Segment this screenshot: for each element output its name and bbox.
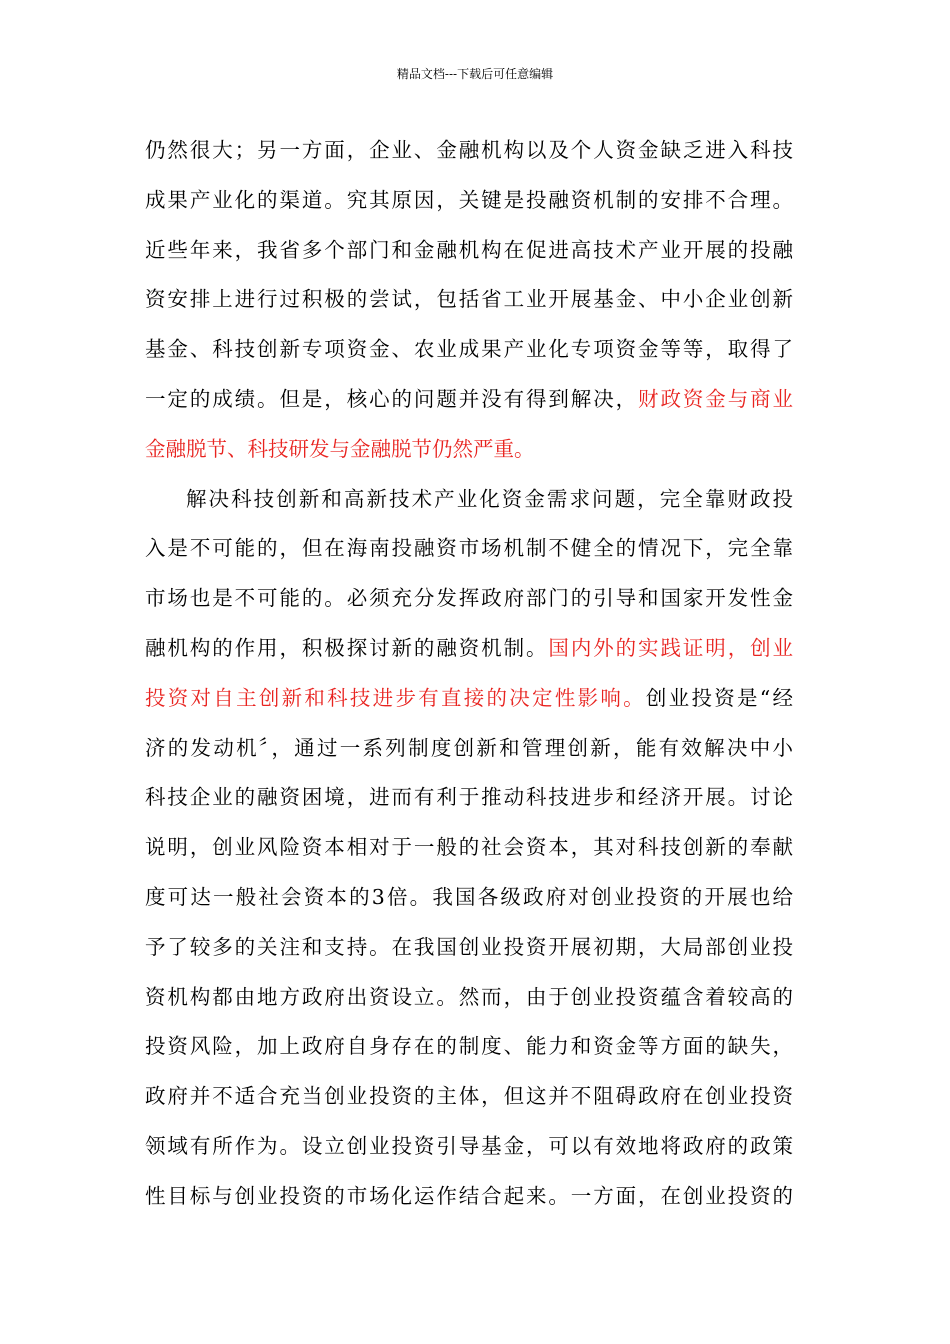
text-line bbox=[145, 624, 793, 674]
body-text-segment: 解决科技创新和高新技术产业化资金需求问题，完全靠财政投 bbox=[186, 486, 793, 511]
page-header: 精品文档---下载后可任意编辑 bbox=[396, 67, 554, 81]
text-line bbox=[145, 1022, 793, 1072]
body-text-segment: 投资风险，加上政府自身存在的制度、能力和资金等方面的缺失， bbox=[145, 1034, 793, 1059]
document-body bbox=[145, 126, 793, 1222]
body-text-segment: 性目标与创业投资的市场化运作结合起来。一方面，在创业投资的 bbox=[145, 1183, 793, 1208]
body-text-segment: 度可达一般社会资本的3倍。我国各级政府对创业投资的开展也给 bbox=[145, 884, 793, 909]
body-text-segment: 成果产业化的渠道。究其原因，关键是投融资机制的安排不合理。 bbox=[145, 187, 793, 212]
text-line bbox=[145, 1122, 793, 1172]
body-text-segment: 科技企业的融资困境，进而有利于推动科技进步和经济开展。讨论 bbox=[145, 785, 793, 810]
text-line bbox=[145, 773, 793, 823]
text-line bbox=[145, 1172, 793, 1222]
body-text-segment: 融机构的作用，积极探讨新的融资机制。 bbox=[145, 635, 549, 660]
body-text-segment: 一定的成绩。但是，核心的问题并没有得到解决， bbox=[145, 386, 639, 411]
text-line bbox=[145, 524, 793, 574]
body-text-segment: 济的发动机〞，通过一系列制度创新和管理创新，能有效解决中小 bbox=[145, 735, 793, 760]
body-text-segment: 创业投资是“经 bbox=[645, 685, 793, 710]
body-text-segment: 入是不可能的，但在海南投融资市场机制不健全的情况下，完全靠 bbox=[145, 536, 793, 561]
body-text-segment: 仍然很大；另一方面，企业、金融机构以及个人资金缺乏进入科技 bbox=[145, 138, 793, 162]
text-line bbox=[145, 275, 793, 325]
highlighted-text: 国内外的实践证明，创业 bbox=[548, 635, 794, 660]
body-text-segment: 近些年来，我省多个部门和金融机构在促进高技术产业开展的投融 bbox=[145, 237, 793, 262]
body-text-segment: 说明，创业风险资本相对于一般的社会资本，其对科技创新的奉献 bbox=[145, 835, 793, 860]
body-text-segment: 政府并不适合充当创业投资的主体，但这并不阻碍政府在创业投资 bbox=[145, 1084, 793, 1109]
text-line bbox=[145, 823, 793, 873]
highlighted-text: 金融脱节、科技研发与金融脱节仍然严重。 bbox=[145, 436, 535, 461]
text-line bbox=[145, 176, 793, 226]
text-line bbox=[145, 873, 793, 923]
body-text-segment: 领域有所作为。设立创业投资引导基金，可以有效地将政府的政策 bbox=[145, 1133, 793, 1158]
body-text-segment: 予了较多的关注和支持。在我国创业投资开展初期，大局部创业投 bbox=[145, 934, 793, 959]
text-line bbox=[145, 126, 793, 176]
text-line bbox=[145, 1072, 793, 1122]
body-text-segment: 基金、科技创新专项资金、农业成果产业化专项资金等等，取得了 bbox=[145, 337, 793, 362]
highlighted-text: 财政资金与商业 bbox=[638, 386, 794, 411]
text-line bbox=[145, 425, 793, 475]
text-line bbox=[145, 674, 793, 724]
body-text-segment: 资机构都由地方政府出资设立。然而，由于创业投资蕴含着较高的 bbox=[145, 984, 793, 1009]
text-line bbox=[145, 325, 793, 375]
text-line bbox=[145, 226, 793, 276]
text-line bbox=[145, 923, 793, 973]
body-text-segment: 市场也是不可能的。必须充分发挥政府部门的引导和国家开发性金 bbox=[145, 586, 793, 611]
text-line bbox=[145, 574, 793, 624]
text-line bbox=[145, 973, 793, 1023]
body-text-segment: 资安排上进行过积极的尝试，包括省工业开展基金、中小企业创新 bbox=[145, 287, 793, 312]
text-line bbox=[145, 724, 793, 774]
highlighted-text: 投资对自主创新和科技进步有直接的决定性影响。 bbox=[145, 685, 646, 710]
text-line bbox=[145, 375, 793, 425]
text-line bbox=[145, 475, 793, 525]
